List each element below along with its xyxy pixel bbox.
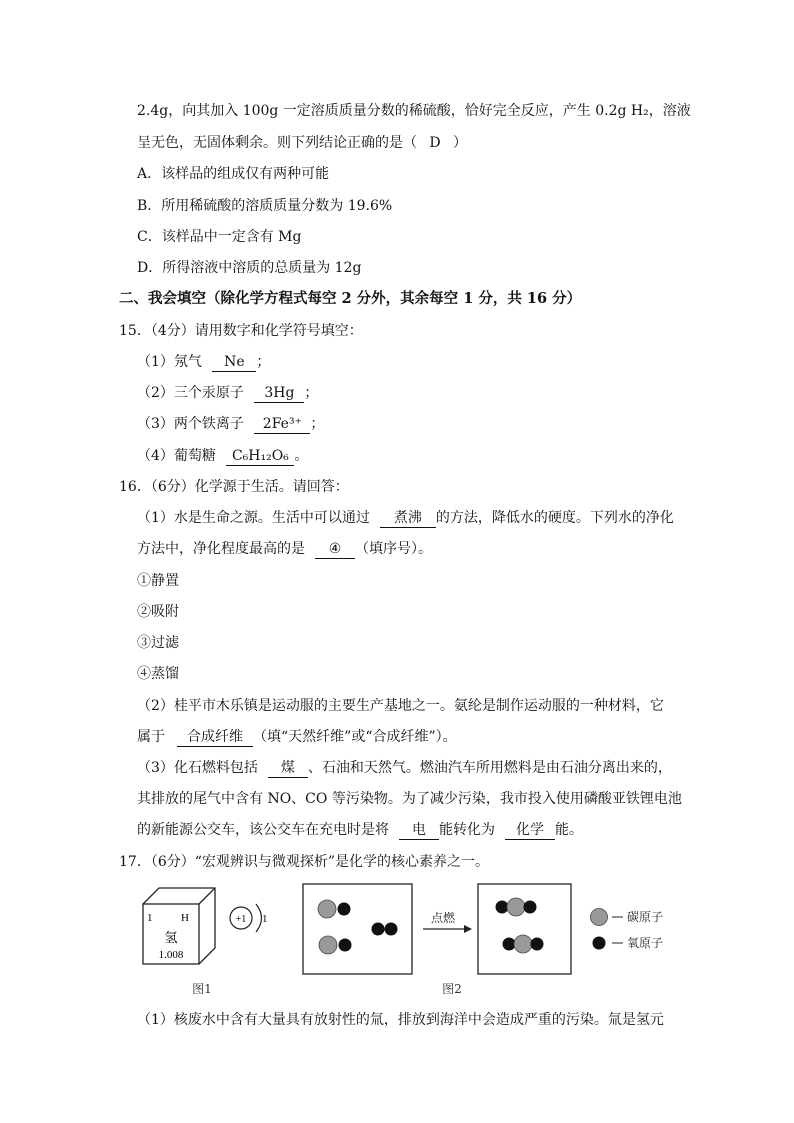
q15-item-4: （4）葡萄糖 C₆H₁₂O₆ 。 <box>137 448 309 464</box>
product-co2-1 <box>496 898 537 916</box>
q16-part-1b: 方法中，净化程度最高的是 ④ （填序号）。 <box>137 541 432 557</box>
legend-carbon-label: 碳原子 <box>627 910 664 924</box>
products-box <box>478 884 571 974</box>
arrow-label: 点燃 <box>430 911 456 925</box>
q16-method-2: ②吸附 <box>137 604 179 620</box>
element-symbol: H <box>181 912 189 924</box>
option-c: C．该样品中一定含有 Mg <box>137 229 302 245</box>
q16-title: 16．（6分）化学源于生活。请回答： <box>119 479 349 495</box>
q16-answer-3: 合成纤维 <box>177 729 253 747</box>
q16-answer-5: 电 <box>399 822 439 840</box>
legend-oxygen-icon <box>593 937 606 950</box>
q16-part-3b: 其排放的尾气中含有 NO、CO 等污染物。为了减少污染，我市投入使用磷酸亚铁锂电池 <box>137 791 682 807</box>
element-name: 氢 <box>164 930 178 945</box>
q15-title: 15．（4分）请用数字和化学符号填空： <box>119 323 363 339</box>
reactant-co-1 <box>318 900 351 918</box>
legend-carbon-icon <box>591 909 608 926</box>
nuclear-charge: +1 <box>235 914 247 925</box>
intro-stem: 呈无色，无固体剩余。则下列结论正确的是（ <box>137 135 417 151</box>
intro-line-2: 呈无色，无固体剩余。则下列结论正确的是（ D ） <box>137 135 467 151</box>
q15-answer-4: C₆H₁₂O₆ <box>226 448 294 466</box>
shell-electrons: 1 <box>262 913 268 925</box>
q15-answer-1: Ne <box>212 354 256 372</box>
q17-part-1: （1）核废水中含有大量具有放射性的氚，排放到海洋中会造成严重的污染。氚是氢元 <box>137 1012 664 1028</box>
figure-2-caption: 图2 <box>442 982 462 996</box>
q15-answer-2: 3Hg <box>254 385 304 403</box>
q15-item-1: （1）氖气 Ne ； <box>137 354 271 370</box>
q15-item-3: （3）两个铁离子 2Fe³⁺ ； <box>137 416 325 432</box>
q16-part-3: （3）化石燃料包括 煤 、石油和天然气。燃油汽车所用燃料是由石油分离出来的， <box>137 760 672 776</box>
product-co2-2 <box>503 935 544 953</box>
q17-title: 17．（6分）“宏观辨识与微观探析”是化学的核心素养之一。 <box>119 854 490 870</box>
q16-part-2: （2）桂平市木乐镇是运动服的主要生产基地之一。氨纶是制作运动服的一种材料，它 <box>137 698 664 714</box>
q16-answer-6: 化学 <box>505 822 555 840</box>
figure-2 <box>300 880 690 1000</box>
q16-method-3: ③过滤 <box>137 635 179 651</box>
q16-answer-2: ④ <box>315 541 355 559</box>
q16-method-1: ①静置 <box>137 573 179 589</box>
intro-line-1: 2.4g，向其加入 100g 一定溶质质量分数的稀硫酸，恰好完全反应，产生 0.2g H₂，溶液 <box>137 103 691 119</box>
option-b: B．所用稀硫酸的溶质质量分数为 19.6% <box>137 198 393 214</box>
atomic-number: 1 <box>147 912 153 924</box>
q15-item-2: （2）三个汞原子 3Hg ； <box>137 385 319 401</box>
atomic-mass: 1.008 <box>158 949 184 961</box>
q16-part-1: （1）水是生命之源。生活中可以通过 煮沸 的方法，降低水的硬度。下列水的净化 <box>137 510 674 526</box>
section-2-title: 二、我会填空（除化学方程式每空 2 分外，其余每空 1 分，共 16 分） <box>119 290 582 307</box>
electron-shell <box>256 904 262 932</box>
option-d: D．所得溶液中溶质的总质量为 12g <box>137 260 362 276</box>
answer-q14: D <box>429 135 441 151</box>
q16-method-4: ④蒸馏 <box>137 666 179 682</box>
q16-answer-4: 煤 <box>268 760 308 778</box>
q15-answer-3: 2Fe³⁺ <box>254 416 310 434</box>
figure-1 <box>140 884 280 999</box>
q16-part-2b: 属于 合成纤维 （填“天然纤维”或“合成纤维”）。 <box>137 729 457 745</box>
reactant-o2 <box>372 923 398 936</box>
q16-part-3c: 的新能源公交车，该公交车在充电时是将 电 能转化为 化学 能。 <box>137 822 583 838</box>
option-a: A．该样品的组成仅有两种可能 <box>137 166 330 182</box>
figure-1-caption: 图1 <box>192 982 212 996</box>
legend-oxygen-label: 氧原子 <box>627 936 664 950</box>
q16-answer-1: 煮沸 <box>380 510 436 528</box>
reactant-co-2 <box>319 936 352 954</box>
